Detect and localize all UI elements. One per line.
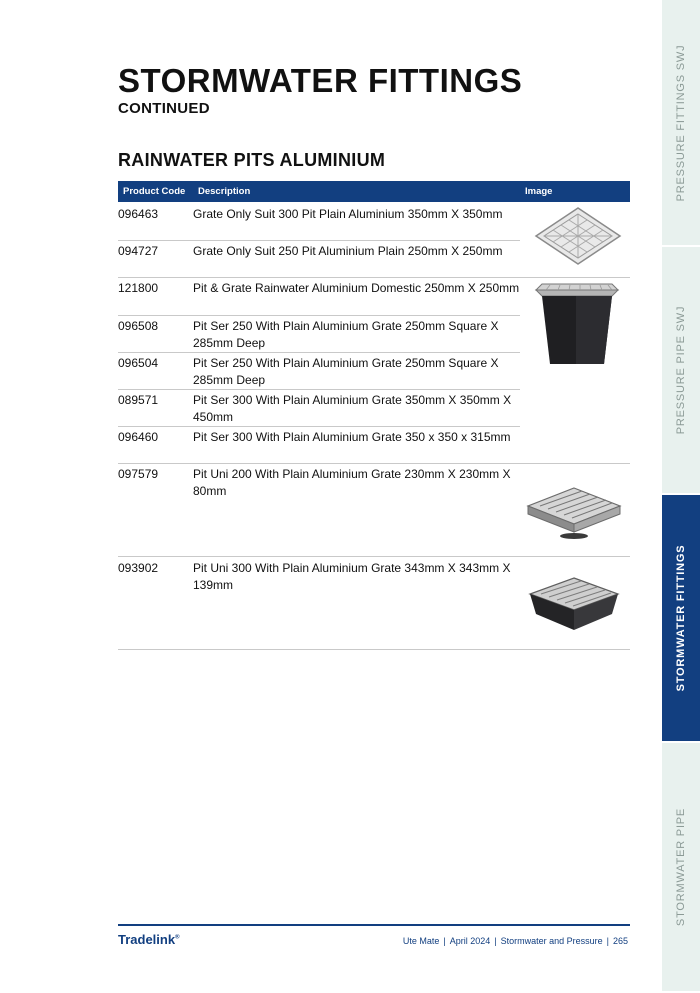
product-code: 096508 <box>118 319 159 333</box>
product-code: 093902 <box>118 561 159 575</box>
product-code: 094727 <box>118 244 159 258</box>
product-description: Grate Only Suit 250 Pit Aluminium Plain 250mm X 250mm <box>193 244 503 258</box>
page-title: STORMWATER FITTINGS <box>118 62 523 99</box>
product-code: 121800 <box>118 281 159 295</box>
footer-category: Stormwater and Pressure <box>500 936 603 946</box>
footer-publication: Ute Mate <box>402 936 440 946</box>
product-description: Pit & Grate Rainwater Aluminium Domestic 250mm X 250mm <box>193 281 520 295</box>
table-header <box>118 181 630 202</box>
page-number: 265 <box>612 936 628 946</box>
row-divider <box>118 556 630 557</box>
column-header-description: Description <box>198 186 251 197</box>
product-code: 089571 <box>118 393 159 407</box>
section-sidebar <box>662 0 700 993</box>
tab-label: STORMWATER FITTINGS <box>675 544 687 692</box>
column-header-product-code: Product Code <box>123 186 186 197</box>
product-description: Pit Ser 300 With Plain Aluminium Grate 350mm X 350mm X 450mm <box>193 393 512 424</box>
deep-pit-grate-icon <box>526 574 622 634</box>
product-code: 096504 <box>118 356 159 370</box>
row-divider <box>118 277 630 278</box>
shallow-pit-grate-icon <box>524 484 624 540</box>
product-code: 096460 <box>118 430 159 444</box>
section-title: RAINWATER PITS ALUMINIUM <box>118 150 386 170</box>
footer-date: April 2024 <box>449 936 491 946</box>
tab-label: PRESSURE PIPE SWJ <box>675 305 687 435</box>
row-divider <box>118 315 520 316</box>
row-divider <box>118 389 520 390</box>
product-description: Pit Uni 200 With Plain Aluminium Grate 230mm X 230mm X 80mm <box>193 467 511 498</box>
page-subtitle: CONTINUED <box>118 100 210 117</box>
brand-logo <box>118 932 180 947</box>
row-divider <box>118 426 520 427</box>
product-description: Pit Ser 300 With Plain Aluminium Grate 350 x 350 x 315mm <box>193 430 511 444</box>
tab-stormwater-pipe[interactable] <box>662 743 700 993</box>
square-grate-icon <box>534 206 622 266</box>
product-description: Pit Ser 250 With Plain Aluminium Grate 250mm Square X 285mm Deep <box>193 319 499 350</box>
tab-label: STORMWATER PIPE <box>675 807 687 927</box>
brand-name: Tradelink <box>118 932 176 947</box>
tab-pressure-fittings-swj[interactable] <box>662 0 700 247</box>
tab-label: PRESSURE FITTINGS SWJ <box>675 44 687 201</box>
footer-divider <box>118 924 630 926</box>
row-divider <box>118 240 520 241</box>
footer-info: Ute Mate | April 2024 | Stormwater and Pressure | 265 <box>402 936 628 946</box>
pit-with-grate-icon <box>532 280 622 366</box>
product-description: Grate Only Suit 300 Pit Plain Aluminium 350mm X 350mm <box>193 207 503 221</box>
product-code: 096463 <box>118 207 159 221</box>
row-divider <box>118 649 630 650</box>
product-description: Pit Uni 300 With Plain Aluminium Grate 343mm X 343mm X 139mm <box>193 561 511 592</box>
tab-stormwater-fittings[interactable] <box>662 495 700 743</box>
product-description: Pit Ser 250 With Plain Aluminium Grate 250mm Square X 285mm Deep <box>193 356 499 387</box>
row-divider <box>118 352 520 353</box>
brand-mark: ® <box>175 934 180 941</box>
product-code: 097579 <box>118 467 159 481</box>
column-header-image: Image <box>525 186 553 197</box>
product-table <box>118 181 630 592</box>
row-divider <box>118 463 630 464</box>
tab-pressure-pipe-swj[interactable] <box>662 247 700 495</box>
